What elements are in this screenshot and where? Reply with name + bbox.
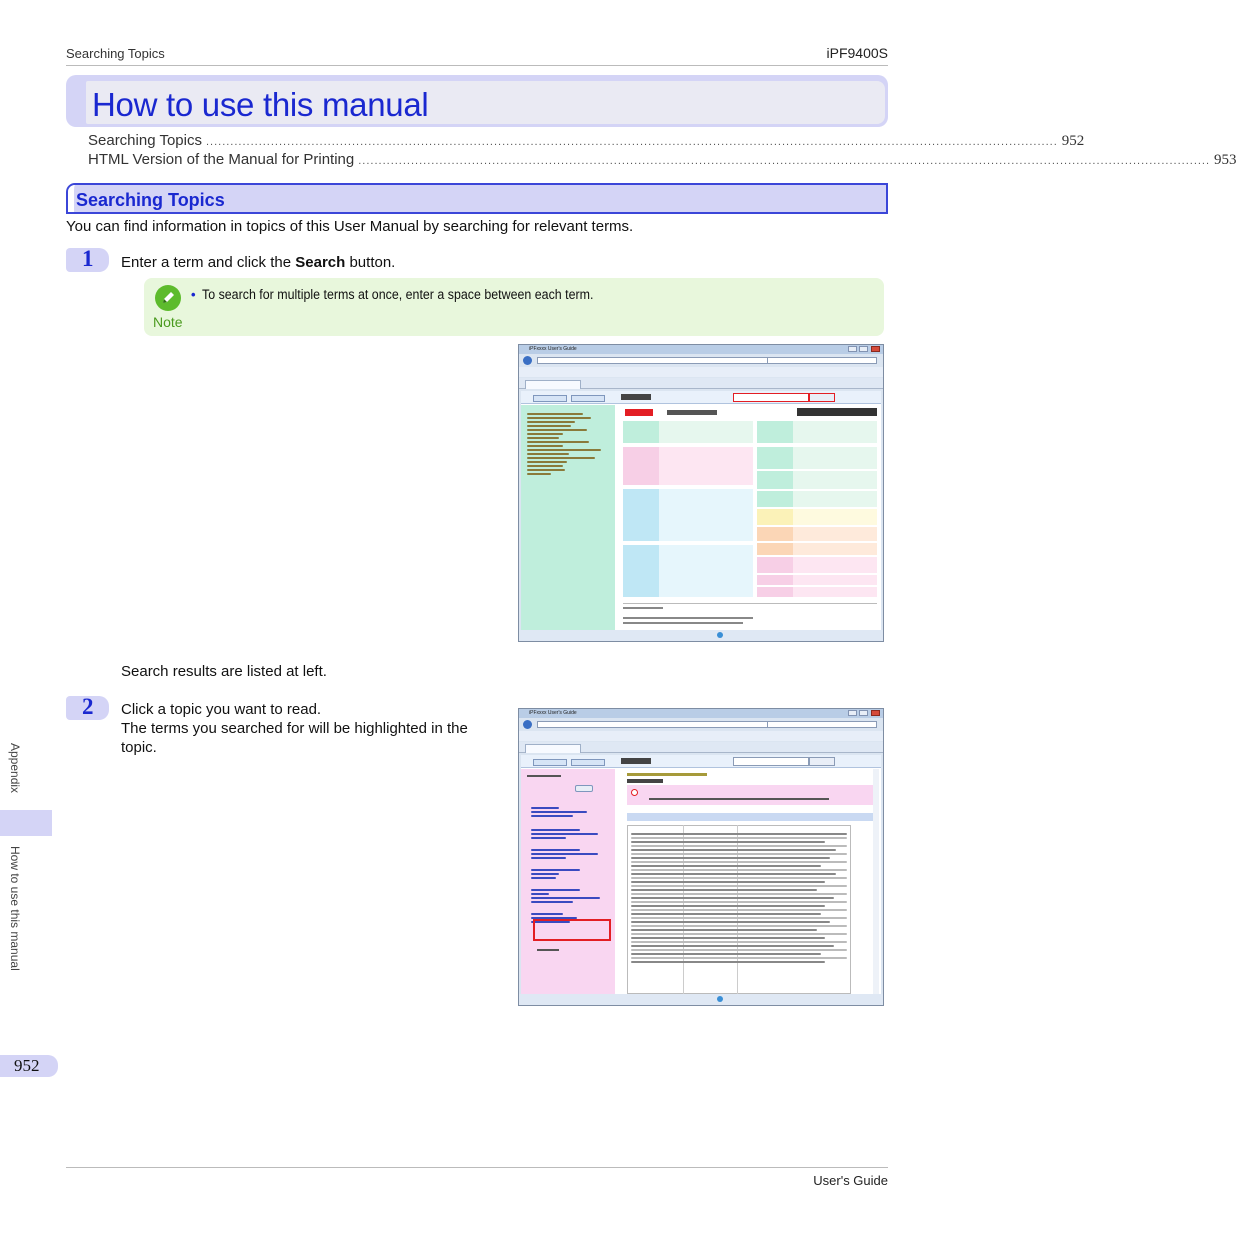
- section-intro: You can find information in topics of this User Manual by searching for relevant terms.: [66, 218, 634, 235]
- page-title: How to use this manual: [92, 86, 429, 123]
- page-number: 952: [14, 1056, 40, 1075]
- running-header-title: Searching Topics: [66, 46, 165, 61]
- toc-entry-label[interactable]: HTML Version of the Manual for Printing: [88, 151, 355, 168]
- section-heading-bar: [66, 183, 888, 214]
- pencil-icon: [155, 285, 181, 311]
- step-2-instruction: Click a topic you want to read. The terms you searched for will be highlighted in the topic.: [121, 701, 468, 756]
- side-tab-appendix: Appendix: [8, 743, 22, 794]
- step-1-result: Search results are listed at left.: [121, 663, 327, 680]
- toc-entry-page: 953: [1214, 152, 1237, 168]
- section-heading: Searching Topics: [76, 190, 225, 210]
- side-tab-marker: [0, 810, 52, 836]
- toc-entry[interactable]: HTML Version of the Manual for Printing .................................................................................................................................................................................................................. 953: [88, 151, 1237, 168]
- page-number-badge: [0, 1055, 58, 1077]
- running-header-model: iPF9400S: [826, 45, 888, 61]
- step-number-badge: [66, 696, 109, 720]
- footer-guide-name: User's Guide: [813, 1173, 888, 1188]
- side-tab-chapter: How to use this manual: [8, 846, 22, 971]
- screenshot-search-results: iPFxxxx User's Guide: [518, 708, 884, 1006]
- screenshot-search-page: iPFxxxx User's Guide: [518, 344, 884, 642]
- toc-entry[interactable]: Searching Topics .................................................................................................................................................................................................................. 952: [88, 132, 1085, 149]
- bullet-icon: •: [191, 287, 196, 302]
- table-of-contents: [88, 132, 1237, 170]
- chapter-title-bar: [66, 75, 888, 127]
- note-box: [144, 278, 884, 336]
- toc-entry-page: 952: [1061, 133, 1085, 149]
- header-divider: [66, 65, 888, 66]
- step-1-instruction: Enter a term and click the Search button.: [121, 254, 396, 271]
- note-text: To search for multiple terms at once, enter a space between each term.: [202, 287, 594, 302]
- step-number: 2: [82, 694, 94, 719]
- step-number-badge: [66, 248, 109, 272]
- toc-entry-label[interactable]: Searching Topics: [88, 132, 202, 149]
- step-number: 1: [82, 246, 94, 271]
- search-keyword: Search: [295, 254, 346, 271]
- note-label: Note: [153, 314, 183, 330]
- footer-divider: [66, 1167, 888, 1168]
